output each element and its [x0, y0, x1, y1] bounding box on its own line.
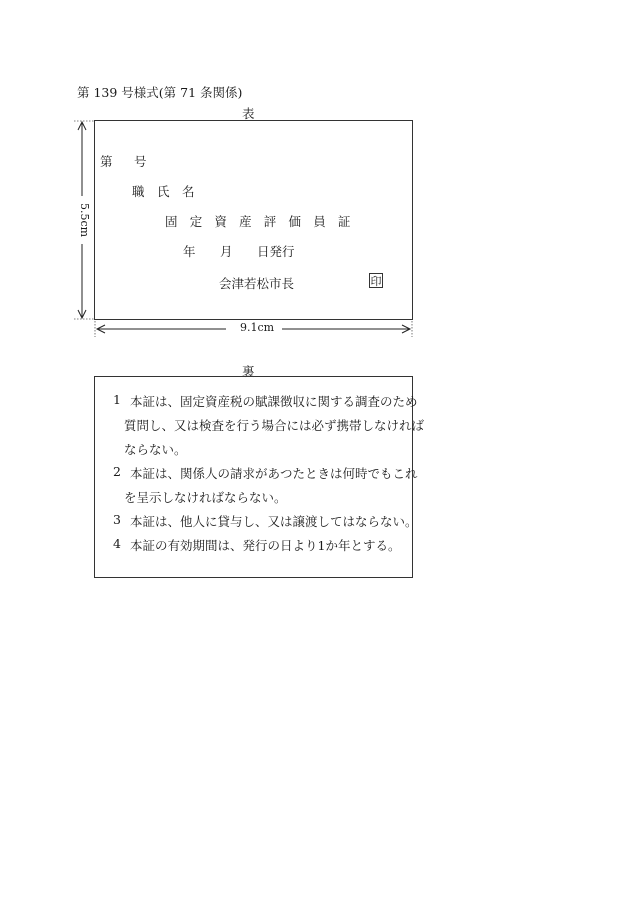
rule-text-line: 本証は、固定資産税の賦課徴収に関する調査のため: [130, 394, 418, 409]
title-char: 員: [313, 214, 326, 229]
rule-text-line: 本証は、関係人の請求があつたときは何時でもこれ: [130, 466, 418, 481]
title-char: 価: [288, 214, 302, 229]
title-char: 資: [214, 214, 227, 229]
rule-number: 2: [113, 464, 121, 479]
title-char: 評: [263, 214, 277, 229]
rule-number: 1: [113, 392, 121, 407]
rule-text-line: 質問し、又は検査を行う場合には必ず携帯しなければ: [124, 418, 425, 433]
issuer-name: 会津若松市長: [219, 276, 295, 291]
rule-text-line: ならない。: [124, 442, 187, 457]
title-char: 定: [189, 214, 203, 229]
date-issued: 日発行: [257, 244, 295, 259]
rule-number: 4: [113, 536, 121, 551]
name-char-3: 名: [182, 184, 195, 199]
number-suffix: 号: [134, 154, 147, 169]
form-title: 第 139 号様式(第 71 条関係): [77, 85, 243, 100]
title-char: 固: [165, 214, 178, 229]
job-char-1: 職: [132, 184, 145, 199]
date-month: 月: [220, 244, 233, 259]
front-side-label: 表: [242, 106, 255, 121]
rule-text-line: 本証は、他人に貸与し、又は譲渡してはならない。: [130, 514, 418, 529]
name-char-2: 氏: [157, 184, 170, 199]
back-side-label: 裏: [242, 364, 255, 379]
width-label: 9.1cm: [239, 321, 275, 334]
title-char: 証: [337, 214, 351, 229]
title-char: 産: [239, 214, 252, 229]
date-year: 年: [183, 244, 196, 259]
number-prefix: 第: [100, 154, 113, 169]
rule-number: 3: [113, 512, 121, 527]
height-label: 5.5cm: [78, 202, 91, 238]
rule-text-line: 本証の有効期間は、発行の日より1か年とする。: [130, 538, 401, 553]
rule-text-line: を呈示しなければならない。: [124, 490, 287, 505]
seal-box: 印: [370, 275, 382, 288]
